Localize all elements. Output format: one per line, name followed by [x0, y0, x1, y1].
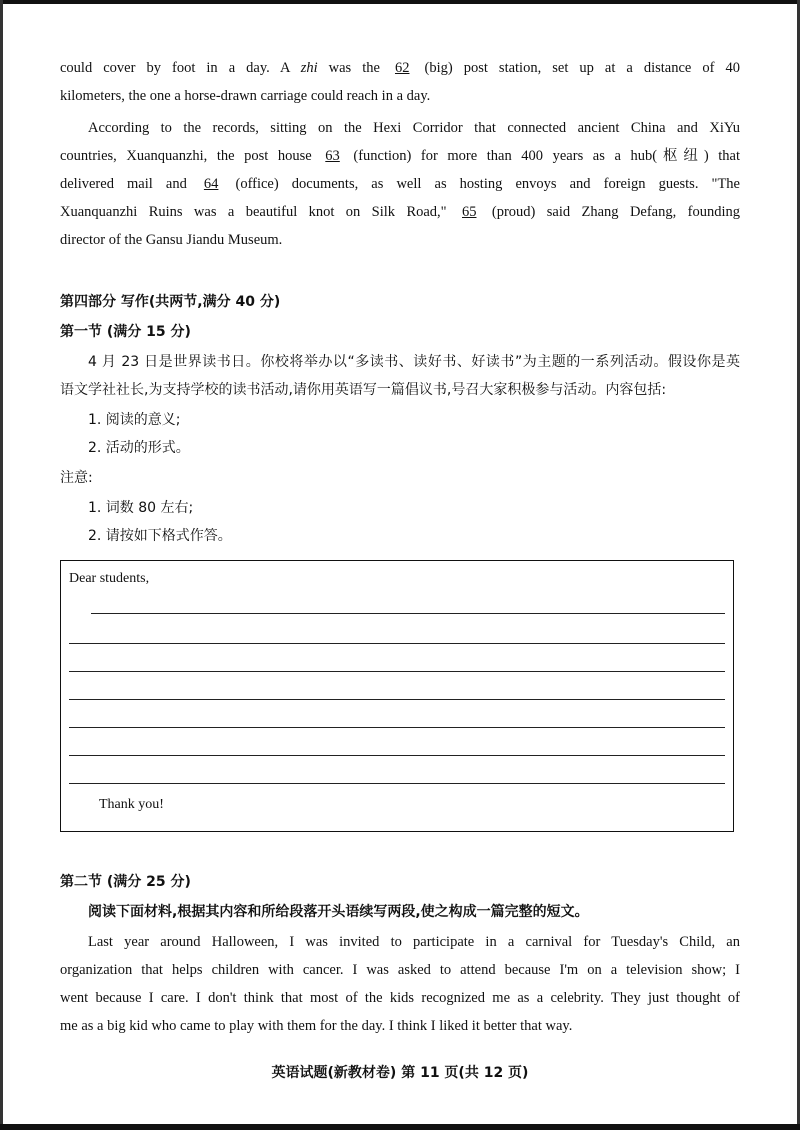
- passage-line-6: [60, 202, 740, 222]
- scan-edge-top: [0, 0, 800, 4]
- story-line-2: organization that helps children with cancer. I was asked to attend because I'm on a television show; I: [60, 962, 740, 978]
- note-item-2: 2. 请按如下格式作答。: [88, 528, 232, 544]
- text-segment: was the: [317, 60, 391, 76]
- story-line-3: went because I care. I don't think that most of the kids recognized me as a celebrity. They just thought of: [60, 990, 740, 1006]
- writing-line: [69, 783, 725, 784]
- section2-heading: 第二节 (满分 25 分): [60, 874, 191, 890]
- content-point-1: 1. 阅读的意义;: [88, 412, 181, 428]
- note-item-1: 1. 词数 80 左右;: [88, 500, 194, 516]
- text-segment: Xuanquanzhi Ruins was a beautiful knot on Silk Road,": [60, 204, 458, 220]
- text-segment: (function) for more than 400 years as a hub(枢纽) that: [343, 148, 741, 164]
- section1-heading: 第一节 (满分 15 分): [60, 324, 191, 340]
- writing-line: [69, 643, 725, 644]
- writing-line: [91, 613, 725, 614]
- passage-line-5: [60, 174, 740, 194]
- blank-64: 64: [203, 176, 219, 192]
- text-segment: (office) documents, as well as hosting envoys and foreign guests. "The: [222, 176, 740, 192]
- section2-instruction: 阅读下面材料,根据其内容和所给段落开头语续写两段,使之构成一篇完整的短文。: [88, 904, 589, 920]
- prompt-line-1: 4 月 23 日是世界读书日。你校将举办以“多读书、读好书、好读书”为主题的一系列活动。假设你是英: [88, 354, 740, 370]
- story-line-4: me as a big kid who came to play with them for the day. I think I liked it better that way.: [60, 1018, 573, 1034]
- text-segment: (big) post station, set up at a distance of 40: [413, 60, 740, 76]
- prompt-line-2: 语文学社社长,为支持学校的读书活动,请你用英语写一篇倡议书,号召大家积极参与活动。内容包括:: [60, 382, 667, 398]
- blank-65: 65: [462, 204, 477, 220]
- scan-edge-left: [0, 0, 3, 1130]
- text-segment: delivered mail and: [60, 176, 200, 192]
- answer-format-box: [60, 560, 734, 832]
- passage-line-2: kilometers, the one a horse-drawn carriage could reach in a day.: [60, 88, 431, 104]
- passage-line-7: director of the Gansu Jiandu Museum.: [60, 232, 283, 248]
- writing-line: [69, 755, 725, 756]
- text-segment: countries, Xuanquanzhi, the post house: [60, 148, 322, 164]
- box-closing: Thank you!: [99, 797, 164, 812]
- writing-line: [69, 699, 725, 700]
- note-label: 注意:: [60, 470, 93, 486]
- writing-line: [69, 671, 725, 672]
- part4-heading: 第四部分 写作(共两节,满分 40 分): [60, 294, 281, 310]
- story-line-1: Last year around Halloween, I was invited to participate in a carnival for Tuesday's Child, an: [88, 934, 740, 950]
- passage-line-1: [60, 58, 740, 78]
- scan-edge-bottom: [0, 1124, 800, 1130]
- blank-62: 62: [394, 60, 410, 76]
- blank-63: 63: [325, 148, 340, 164]
- content-point-2: 2. 活动的形式。: [88, 440, 190, 456]
- writing-line: [69, 727, 725, 728]
- passage-line-4: [60, 146, 740, 166]
- passage-line-3: According to the records, sitting on the Hexi Corridor that connected ancient China and XiYu: [88, 120, 740, 136]
- text-italic: zhi: [300, 60, 318, 76]
- text-segment: could cover by foot in a day. A: [60, 60, 301, 76]
- box-greeting: Dear students,: [69, 571, 150, 586]
- text-segment: (proud) said Zhang Defang, founding: [480, 204, 740, 220]
- page-footer: 英语试题(新教材卷) 第 11 页(共 12 页): [271, 1065, 529, 1081]
